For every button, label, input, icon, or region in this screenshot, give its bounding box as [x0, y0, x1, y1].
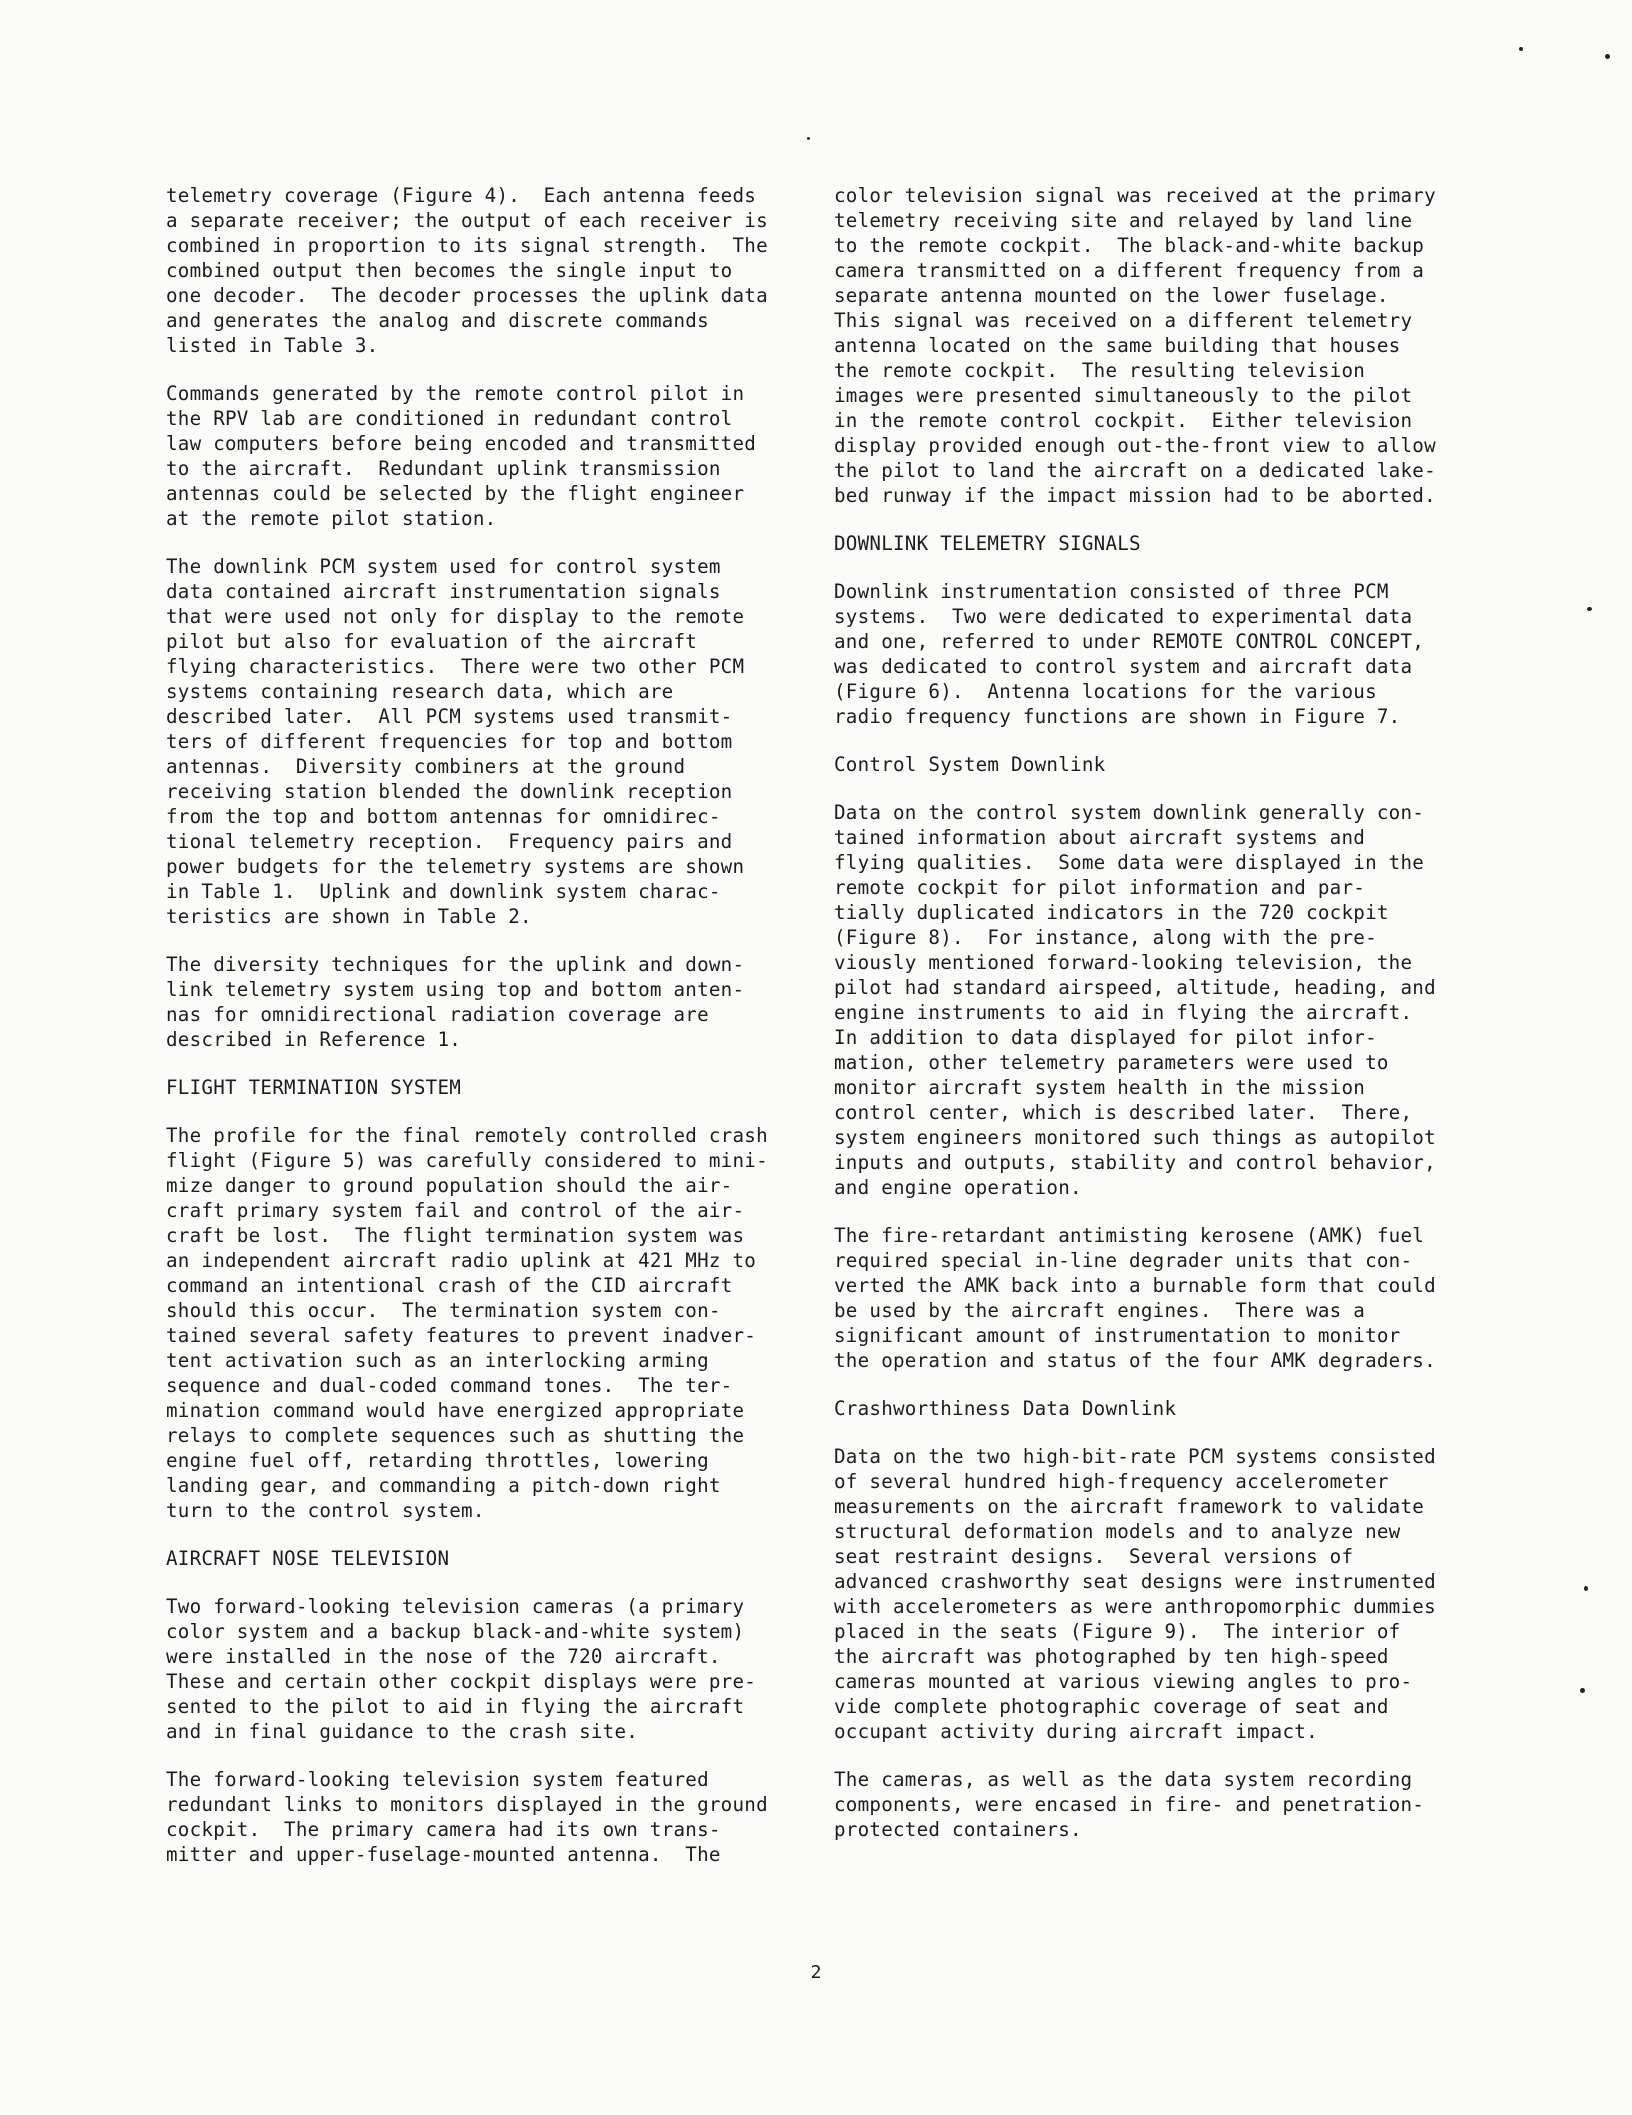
text-line: to the aircraft. Redundant uplink transmission [166, 457, 721, 480]
page-number: 2 [810, 1962, 822, 1983]
text-line: flying characteristics. There were two other PCM [166, 655, 745, 678]
text-line: radio frequency functions are shown in Figure 7. [834, 705, 1401, 728]
text-line: tional telemetry reception. Frequency pairs and [166, 830, 733, 853]
text-line: The fire-retardant antimisting kerosene (AMK) fuel [834, 1224, 1425, 1247]
text-line: mitter and upper-fuselage-mounted antenna. The [166, 1843, 721, 1866]
paragraph [166, 1767, 806, 1867]
text-line: and one, referred to under REMOTE CONTROL CONCEPT, [834, 630, 1425, 653]
text-line: tained several safety features to prevent inadver- [166, 1324, 757, 1347]
text-line: in Table 1. Uplink and downlink system charac- [166, 880, 721, 903]
section-heading-downlink-telemetry: DOWNLINK TELEMETRY SIGNALS [834, 532, 1141, 555]
text-line: flying qualities. Some data were displayed in the [834, 851, 1425, 874]
paragraph [166, 952, 806, 1052]
scan-speck [807, 137, 810, 140]
text-line: display provided enough out-the-front view to allow [834, 434, 1436, 457]
paragraph [166, 1123, 806, 1523]
text-line: turn to the control system. [166, 1499, 485, 1522]
text-line: craft primary system fail and control of the air- [166, 1199, 745, 1222]
text-line: Downlink instrumentation consisted of three PCM [834, 580, 1389, 603]
text-line: should this occur. The termination system con- [166, 1299, 721, 1322]
text-line: occupant activity during aircraft impact. [834, 1720, 1318, 1743]
text-line: separate antenna mounted on the lower fuselage. [834, 284, 1389, 307]
paragraph [166, 1594, 806, 1744]
right-column [834, 183, 1474, 1865]
text-line: antenna located on the same building that houses [834, 334, 1401, 357]
text-line: and generates the analog and discrete commands [166, 309, 709, 332]
text-line: remote cockpit for pilot information and par- [834, 876, 1366, 899]
text-line: cockpit. The primary camera had its own trans- [166, 1818, 721, 1841]
text-line: to the remote cockpit. The black-and-white backup [834, 234, 1425, 257]
text-line: combined output then becomes the single input to [166, 259, 733, 282]
scan-speck [1587, 607, 1592, 611]
paragraph [834, 1444, 1474, 1744]
text-line: power budgets for the telemetry systems are shown [166, 855, 745, 878]
scan-speck [1584, 1586, 1588, 1591]
text-line: protected containers. [834, 1818, 1082, 1841]
text-line: antennas could be selected by the flight engineer [166, 482, 745, 505]
text-line: was dedicated to control system and aircraft data [834, 655, 1413, 678]
text-line: cameras mounted at various viewing angles to pro- [834, 1670, 1413, 1693]
text-line: link telemetry system using top and bottom anten- [166, 978, 745, 1001]
text-line: tained information about aircraft systems and [834, 826, 1366, 849]
text-line: the operation and status of the four AMK degraders. [834, 1349, 1436, 1372]
text-line: and in final guidance to the crash site. [166, 1720, 639, 1743]
subsection-heading-control-system-downlink: Control System Downlink [834, 753, 1106, 776]
left-column [166, 183, 806, 1890]
text-line: measurements on the aircraft framework to validate [834, 1495, 1425, 1518]
text-line: engine instruments to aid in flying the aircraft. [834, 1001, 1413, 1024]
scan-speck [1605, 54, 1610, 59]
text-line: required special in-line degrader units that con- [834, 1249, 1413, 1272]
text-line: engine fuel off, retarding throttles, lowering [166, 1449, 709, 1472]
text-line: be used by the aircraft engines. There was a [834, 1299, 1366, 1322]
text-line: and engine operation. [834, 1176, 1082, 1199]
text-line: the aircraft was photographed by ten high-speed [834, 1645, 1389, 1668]
text-line: the RPV lab are conditioned in redundant control [166, 407, 733, 430]
text-line: pilot but also for evaluation of the aircraft [166, 630, 698, 653]
text-line: tially duplicated indicators in the 720 cockpit [834, 901, 1389, 924]
text-line: an independent aircraft radio uplink at 421 MHz to [166, 1249, 757, 1272]
text-line: mation, other telemetry parameters were used to [834, 1051, 1389, 1074]
text-line: advanced crashworthy seat designs were instrumented [834, 1570, 1436, 1593]
paragraph [166, 554, 806, 929]
text-line: vide complete photographic coverage of seat and [834, 1695, 1389, 1718]
text-line: mize danger to ground population should the air- [166, 1174, 733, 1197]
section-heading-flight-termination: FLIGHT TERMINATION SYSTEM [166, 1076, 462, 1099]
text-line: images were presented simultaneously to the pilot [834, 384, 1413, 407]
text-line: The forward-looking television system featured [166, 1768, 709, 1791]
text-line: bed runway if the impact mission had to be aborted. [834, 484, 1436, 507]
text-line: The diversity techniques for the uplink and down- [166, 953, 745, 976]
text-line: landing gear, and commanding a pitch-down right [166, 1474, 721, 1497]
text-line: receiving station blended the downlink reception [166, 780, 733, 803]
text-line: sequence and dual-coded command tones. The ter- [166, 1374, 733, 1397]
text-line: with accelerometers as were anthropomorphic dummies [834, 1595, 1436, 1618]
text-line: at the remote pilot station. [166, 507, 497, 530]
text-line: telemetry receiving site and relayed by land line [834, 209, 1413, 232]
text-line: Data on the control system downlink generally con- [834, 801, 1425, 824]
text-line: color system and a backup black-and-white system) [166, 1620, 745, 1643]
text-line: significant amount of instrumentation to monitor [834, 1324, 1401, 1347]
text-line: The profile for the final remotely controlled crash [166, 1124, 768, 1147]
text-line: (Figure 8). For instance, along with the pre- [834, 926, 1377, 949]
text-line: a separate receiver; the output of each receiver is [166, 209, 768, 232]
text-line: viously mentioned forward-looking television, the [834, 951, 1413, 974]
text-line: structural deformation models and to analyze new [834, 1520, 1401, 1543]
text-line: from the top and bottom antennas for omnidirec- [166, 805, 721, 828]
text-line: camera transmitted on a different frequency from a [834, 259, 1425, 282]
text-line: combined in proportion to its signal strength. The [166, 234, 768, 257]
paragraph [834, 1767, 1474, 1842]
paragraph [834, 579, 1474, 729]
text-line: These and certain other cockpit displays were pre- [166, 1670, 757, 1693]
paragraph [166, 183, 806, 358]
text-line: described later. All PCM systems used transmit- [166, 705, 733, 728]
paragraph [834, 1223, 1474, 1373]
text-line: verted the AMK back into a burnable form that could [834, 1274, 1436, 1297]
text-line: law computers before being encoded and transmitted [166, 432, 757, 455]
scan-speck [1519, 47, 1523, 51]
text-line: nas for omnidirectional radiation coverage are [166, 1003, 709, 1026]
text-line: Data on the two high-bit-rate PCM systems consisted [834, 1445, 1436, 1468]
text-line: teristics are shown in Table 2. [166, 905, 532, 928]
text-line: (Figure 6). Antenna locations for the various [834, 680, 1377, 703]
text-line: monitor aircraft system health in the mission [834, 1076, 1366, 1099]
text-line: tent activation such as an interlocking arming [166, 1349, 709, 1372]
text-line: ters of different frequencies for top and bottom [166, 730, 733, 753]
text-line: Two forward-looking television cameras (a primary [166, 1595, 745, 1618]
text-line: were installed in the nose of the 720 aircraft. [166, 1645, 721, 1668]
text-line: the remote cockpit. The resulting television [834, 359, 1366, 382]
paragraph [834, 183, 1474, 508]
text-line: relays to complete sequences such as shutting the [166, 1424, 745, 1447]
text-line: craft be lost. The flight termination system was [166, 1224, 745, 1247]
text-line: placed in the seats (Figure 9). The interior of [834, 1620, 1401, 1643]
text-line: sented to the pilot to aid in flying the aircraft [166, 1695, 745, 1718]
text-line: of several hundred high-frequency accelerometer [834, 1470, 1389, 1493]
text-line: color television signal was received at the primary [834, 184, 1436, 207]
text-line: system engineers monitored such things as autopilot [834, 1126, 1436, 1149]
text-line: one decoder. The decoder processes the uplink data [166, 284, 768, 307]
text-line: In addition to data displayed for pilot infor- [834, 1026, 1377, 1049]
paragraph [834, 800, 1474, 1200]
text-line: redundant links to monitors displayed in the ground [166, 1793, 768, 1816]
text-line: flight (Figure 5) was carefully considered to mini- [166, 1149, 768, 1172]
text-line: This signal was received on a different telemetry [834, 309, 1413, 332]
text-line: the pilot to land the aircraft on a dedicated lake- [834, 459, 1436, 482]
text-line: systems. Two were dedicated to experimental data [834, 605, 1413, 628]
text-line: data contained aircraft instrumentation signals [166, 580, 721, 603]
text-line: listed in Table 3. [166, 334, 379, 357]
text-line: The cameras, as well as the data system recording [834, 1768, 1413, 1791]
text-line: described in Reference 1. [166, 1028, 462, 1051]
text-line: control center, which is described later. There, [834, 1101, 1413, 1124]
text-line: mination command would have energized appropriate [166, 1399, 745, 1422]
text-line: Commands generated by the remote control pilot in [166, 382, 745, 405]
text-line: The downlink PCM system used for control system [166, 555, 721, 578]
text-line: in the remote control cockpit. Either television [834, 409, 1413, 432]
text-line: systems containing research data, which are [166, 680, 674, 703]
text-line: seat restraint designs. Several versions of [834, 1545, 1354, 1568]
text-line: inputs and outputs, stability and control behavior, [834, 1151, 1436, 1174]
paragraph [166, 381, 806, 531]
text-line: pilot had standard airspeed, altitude, heading, and [834, 976, 1436, 999]
text-line: components, were encased in fire- and penetration- [834, 1793, 1425, 1816]
text-line: command an intentional crash of the CID aircraft [166, 1274, 733, 1297]
text-line: that were used not only for display to the remote [166, 605, 745, 628]
scan-speck [1580, 1688, 1585, 1693]
text-line: telemetry coverage (Figure 4). Each antenna feeds [166, 184, 757, 207]
section-heading-nose-television: AIRCRAFT NOSE TELEVISION [166, 1547, 450, 1570]
subsection-heading-crashworthiness-downlink: Crashworthiness Data Downlink [834, 1397, 1177, 1420]
text-line: antennas. Diversity combiners at the ground [166, 755, 686, 778]
